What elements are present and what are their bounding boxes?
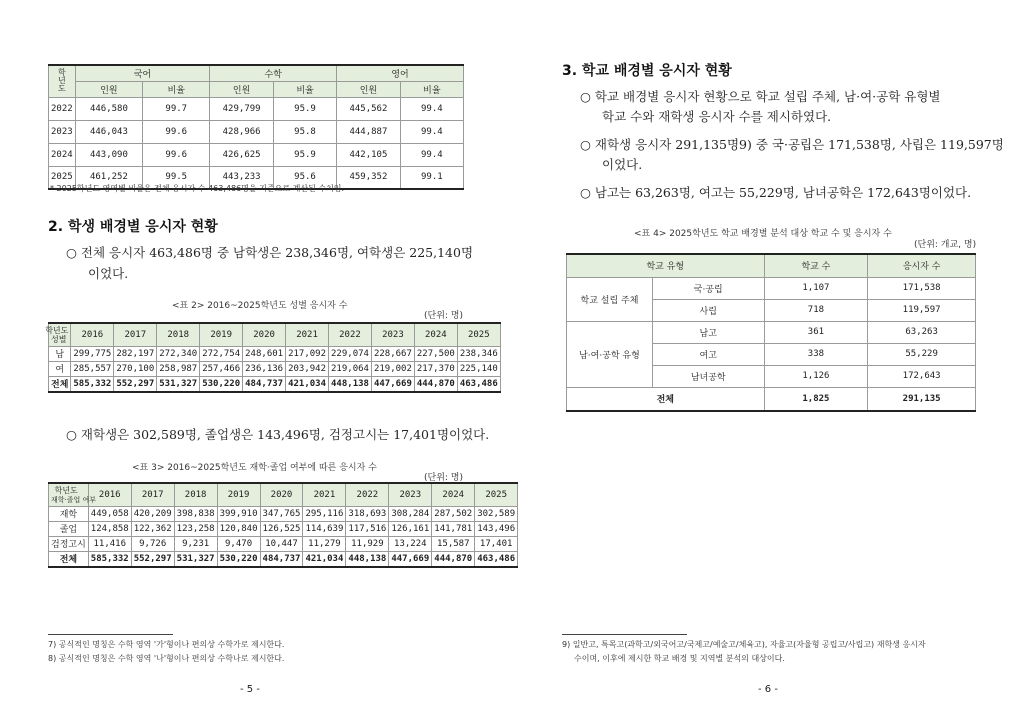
table-cell: 229,074 [329,346,372,361]
table-cell: 444,887 [337,120,401,143]
row-label: 사립 [652,299,764,321]
row-label: 남 [49,346,71,361]
table-cell: 17,401 [475,536,518,551]
table-cell: 287,502 [432,506,475,521]
total-row [49,376,501,392]
section-2-title: 2. 학생 배경별 응시자 현황 [48,219,218,235]
table-cell: 123,258 [174,521,217,536]
table-cell: 55,229 [868,343,976,365]
table-cell: 398,838 [174,506,217,521]
table-cell: 446,043 [75,120,142,143]
table-cell: 291,135 [868,387,976,411]
corner-top-label: 학년도 [54,486,78,495]
right-page [512,0,1024,724]
table-corner [45,323,71,346]
table-cell: 126,525 [260,521,303,536]
table-cell: 484,737 [243,376,286,392]
table-cell: 448,138 [346,551,389,567]
table-cell: 459,352 [337,166,401,189]
table-cell: 219,002 [371,361,414,376]
table-row [49,521,518,536]
table-cell: 420,209 [131,506,174,521]
group-label: 남·여·공학 유형 [567,321,653,387]
year-header: 2017 [114,323,157,346]
table-row [49,346,501,361]
year-header: 2018 [174,483,217,506]
table-cell: 15,587 [432,536,475,551]
school-count-header: 학교 수 [764,254,868,277]
table-cell: 63,263 [868,321,976,343]
table-cell: 447,669 [371,376,414,392]
table2-caption: <표 2> 2016~2025학년도 성별 응시자 수 [172,301,348,311]
table-cell: 461,252 [75,166,142,189]
table-cell: 172,643 [868,365,976,387]
subject-header: 수학 [210,65,337,81]
table-cell: 95.9 [273,143,336,166]
table-cell: 530,220 [217,551,260,567]
table-cell: 448,138 [329,376,372,392]
table-cell: 443,233 [210,166,274,189]
table-cell: 257,466 [200,361,243,376]
table-cell: 99.4 [400,120,463,143]
year-header: 2023 [371,323,414,346]
subject-header: 영어 [337,65,464,81]
paragraph-line: ○ 학교 배경별 응시자 현황으로 학교 설립 주체, 남·여·공학 유형별 [580,89,941,104]
row-label: 전체 [567,387,765,411]
table-cell: 228,667 [371,346,414,361]
footnote: 7) 공식적인 명칭은 수학 영역 '가'형이나 편의상 수학가로 제시한다. [48,640,285,649]
table-cell: 2023 [49,120,76,143]
footnote-divider [48,634,173,635]
table-cell: 447,669 [389,551,432,567]
table3-unit: (단위: 명) [424,473,463,483]
year-header: 2020 [260,483,303,506]
table-cell: 318,693 [346,506,389,521]
table-cell: 99.1 [400,166,463,189]
table-cell: 585,332 [88,551,131,567]
table-cell: 258,987 [157,361,200,376]
table-row [49,361,501,376]
table-cell: 95.6 [273,166,336,189]
table-cell: 347,765 [260,506,303,521]
corner-top-label: 학년도 [45,326,69,335]
table-cell: 143,496 [475,521,518,536]
table-cell: 421,034 [303,551,346,567]
table-cell: 399,910 [217,506,260,521]
year-header: 2017 [131,483,174,506]
ratio-header: 비율 [143,81,210,97]
table-cell: 446,580 [75,97,142,120]
table-cell: 585,332 [71,376,114,392]
table-row [49,506,518,521]
table-cell: 1,126 [764,365,868,387]
row-label: 국·공립 [652,277,764,299]
table-cell: 117,516 [346,521,389,536]
table-cell: 119,597 [868,299,976,321]
year-header: 2016 [88,483,131,506]
paragraph-line: ○ 전체 응시자 463,486명 중 남학생은 238,346명, 여학생은 225,140명 [66,245,474,260]
table-cell: 552,297 [114,376,157,392]
table-cell: 285,557 [71,361,114,376]
enrollment-applicants-table [48,482,518,568]
table-cell: 552,297 [131,551,174,567]
year-header: 2021 [286,323,329,346]
row-label: 검정고시 [49,536,89,551]
table-cell: 444,870 [414,376,457,392]
paragraph-line: 이었다. [602,157,643,172]
table-cell: 238,346 [457,346,500,361]
table-cell: 217,370 [414,361,457,376]
table-cell: 531,327 [174,551,217,567]
table-cell: 2024 [49,143,76,166]
table-cell: 463,486 [457,376,500,392]
table-cell: 248,601 [243,346,286,361]
table-row [567,321,976,343]
table4-unit: (단위: 개교, 명) [914,240,977,250]
page-number: - 5 - [240,684,260,695]
table-cell: 282,197 [114,346,157,361]
row-label: 남녀공학 [652,365,764,387]
year-header: 2021 [303,483,346,506]
table-row [49,143,464,166]
table-cell: 10,447 [260,536,303,551]
table-cell: 99.6 [143,120,210,143]
table-cell: 361 [764,321,868,343]
section-3-title: 3. 학교 배경별 응시자 현황 [562,63,732,79]
table-cell: 445,562 [337,97,401,120]
type-header: 학교 유형 [567,254,765,277]
group-label: 학교 설립 주체 [567,277,653,321]
table-cell: 99.4 [400,97,463,120]
table-cell: 484,737 [260,551,303,567]
table3-caption: <표 3> 2016~2025학년도 재학·졸업 여부에 따른 응시자 수 [132,463,377,473]
table-cell: 308,284 [389,506,432,521]
year-header: 2016 [71,323,114,346]
table-cell: 171,538 [868,277,976,299]
row-label: 졸업 [49,521,89,536]
row-label: 여고 [652,343,764,365]
paragraph-line: ○ 재학생은 302,589명, 졸업생은 143,496명, 검정고시는 17,401명이었다. [66,427,490,442]
table-row [567,277,976,299]
table-cell: 95.9 [273,97,336,120]
table-cell: 270,100 [114,361,157,376]
paragraph-line: ○ 재학생 응시자 291,135명9) 중 국·공립은 171,538명, 사립은 119,597명 [580,137,1004,152]
paragraph-line: 학교 수와 재학생 응시자 수를 제시하였다. [602,109,832,124]
count-header: 인원 [75,81,142,97]
table-row [49,120,464,143]
year-header: 2022 [346,483,389,506]
year-header: 2020 [243,323,286,346]
year-header: 2024 [414,323,457,346]
ratio-header: 비율 [400,81,463,97]
footnote: 9) 일반고, 특목고(과학고/외국어고/국제고/예술고/체육고), 자율고(자율형 공립고/사립고) 재학생 응시자 [562,640,926,649]
table-cell: 272,754 [200,346,243,361]
table-cell: 718 [764,299,868,321]
count-header: 인원 [210,81,274,97]
table1-note: * 2025학년도 영역별 비율은 전체 응시자 수 463,486명을 기준으로 계산된 수치임. [50,184,345,193]
table-cell: 236,136 [243,361,286,376]
count-header: 인원 [337,81,401,97]
ratio-header: 비율 [273,81,336,97]
footnote: 8) 공식적인 명칭은 수학 영역 '나'형이나 편의상 수학나로 제시한다. [48,654,285,663]
table-cell: 9,726 [131,536,174,551]
table-cell: 9,470 [217,536,260,551]
applicant-count-header: 응시자 수 [868,254,976,277]
table-cell: 114,639 [303,521,346,536]
table-cell: 99.7 [143,97,210,120]
row-label: 여 [49,361,71,376]
year-header: 2025 [475,483,518,506]
table-row [49,536,518,551]
row-label: 전체 [49,551,89,567]
table-cell: 449,058 [88,506,131,521]
total-row [567,387,976,411]
table-corner [49,483,97,506]
page-number: - 6 - [758,684,778,695]
paragraph-line: ○ 남고는 63,263명, 여고는 55,229명, 남녀공학은 172,643명이었다. [580,185,972,200]
table-cell: 272,340 [157,346,200,361]
year-header: 2018 [157,323,200,346]
table-cell: 463,486 [475,551,518,567]
table-cell: 530,220 [200,376,243,392]
corner-bottom-label: 성별 [51,334,67,344]
year-header: 2022 [329,323,372,346]
footnote: 수이며, 이후에 제시한 학교 배경 및 지역별 분석의 대상이다. [574,654,785,663]
row-label: 남고 [652,321,764,343]
paragraph-line: 이었다. [88,266,129,281]
table-cell: 203,942 [286,361,329,376]
year-header: 2025 [457,323,500,346]
table-cell: 428,966 [210,120,274,143]
table-cell: 1,107 [764,277,868,299]
table-cell: 11,416 [88,536,131,551]
table-cell: 2025 [49,166,76,189]
row-label: 재학 [49,506,89,521]
table-cell: 124,858 [88,521,131,536]
table-cell: 99.4 [400,143,463,166]
year-header: 2024 [432,483,475,506]
table-cell: 120,840 [217,521,260,536]
subject-header: 국어 [75,65,210,81]
table-cell: 531,327 [157,376,200,392]
table4-caption: <표 4> 2025학년도 학교 배경별 분석 대상 학교 수 및 응시자 수 [634,229,892,239]
table-cell: 99.5 [143,166,210,189]
table-cell: 141,781 [432,521,475,536]
table-cell: 444,870 [432,551,475,567]
table-cell: 11,279 [303,536,346,551]
table-cell: 429,799 [210,97,274,120]
total-row [49,551,518,567]
year-header: 2023 [389,483,432,506]
year-header: 2019 [200,323,243,346]
table-cell: 302,589 [475,506,518,521]
table-cell: 442,105 [337,143,401,166]
table-cell: 295,116 [303,506,346,521]
table-cell: 9,231 [174,536,217,551]
table-cell: 11,929 [346,536,389,551]
table2-unit: (단위: 명) [424,311,463,321]
table-cell: 13,224 [389,536,432,551]
table-cell: 217,092 [286,346,329,361]
table-cell: 426,625 [210,143,274,166]
table-cell: 2022 [49,97,76,120]
table-cell: 219,064 [329,361,372,376]
table-cell: 122,362 [131,521,174,536]
subject-ratio-table [48,64,464,190]
table-cell: 443,090 [75,143,142,166]
year-header: 학 년 도 [49,65,76,97]
corner-bottom-label: 재학·졸업 여부 [51,495,97,504]
table-cell: 338 [764,343,868,365]
year-header: 2019 [217,483,260,506]
table-cell: 225,140 [457,361,500,376]
table-cell: 421,034 [286,376,329,392]
table-cell: 95.8 [273,120,336,143]
row-label: 전체 [49,376,71,392]
gender-applicants-table [45,322,501,393]
table-cell: 99.6 [143,143,210,166]
school-background-table [566,253,976,412]
footnote-divider [562,634,687,635]
table-cell: 299,775 [71,346,114,361]
table-row [49,97,464,120]
table-cell: 1,825 [764,387,868,411]
table-cell: 126,161 [389,521,432,536]
table-cell: 227,500 [414,346,457,361]
